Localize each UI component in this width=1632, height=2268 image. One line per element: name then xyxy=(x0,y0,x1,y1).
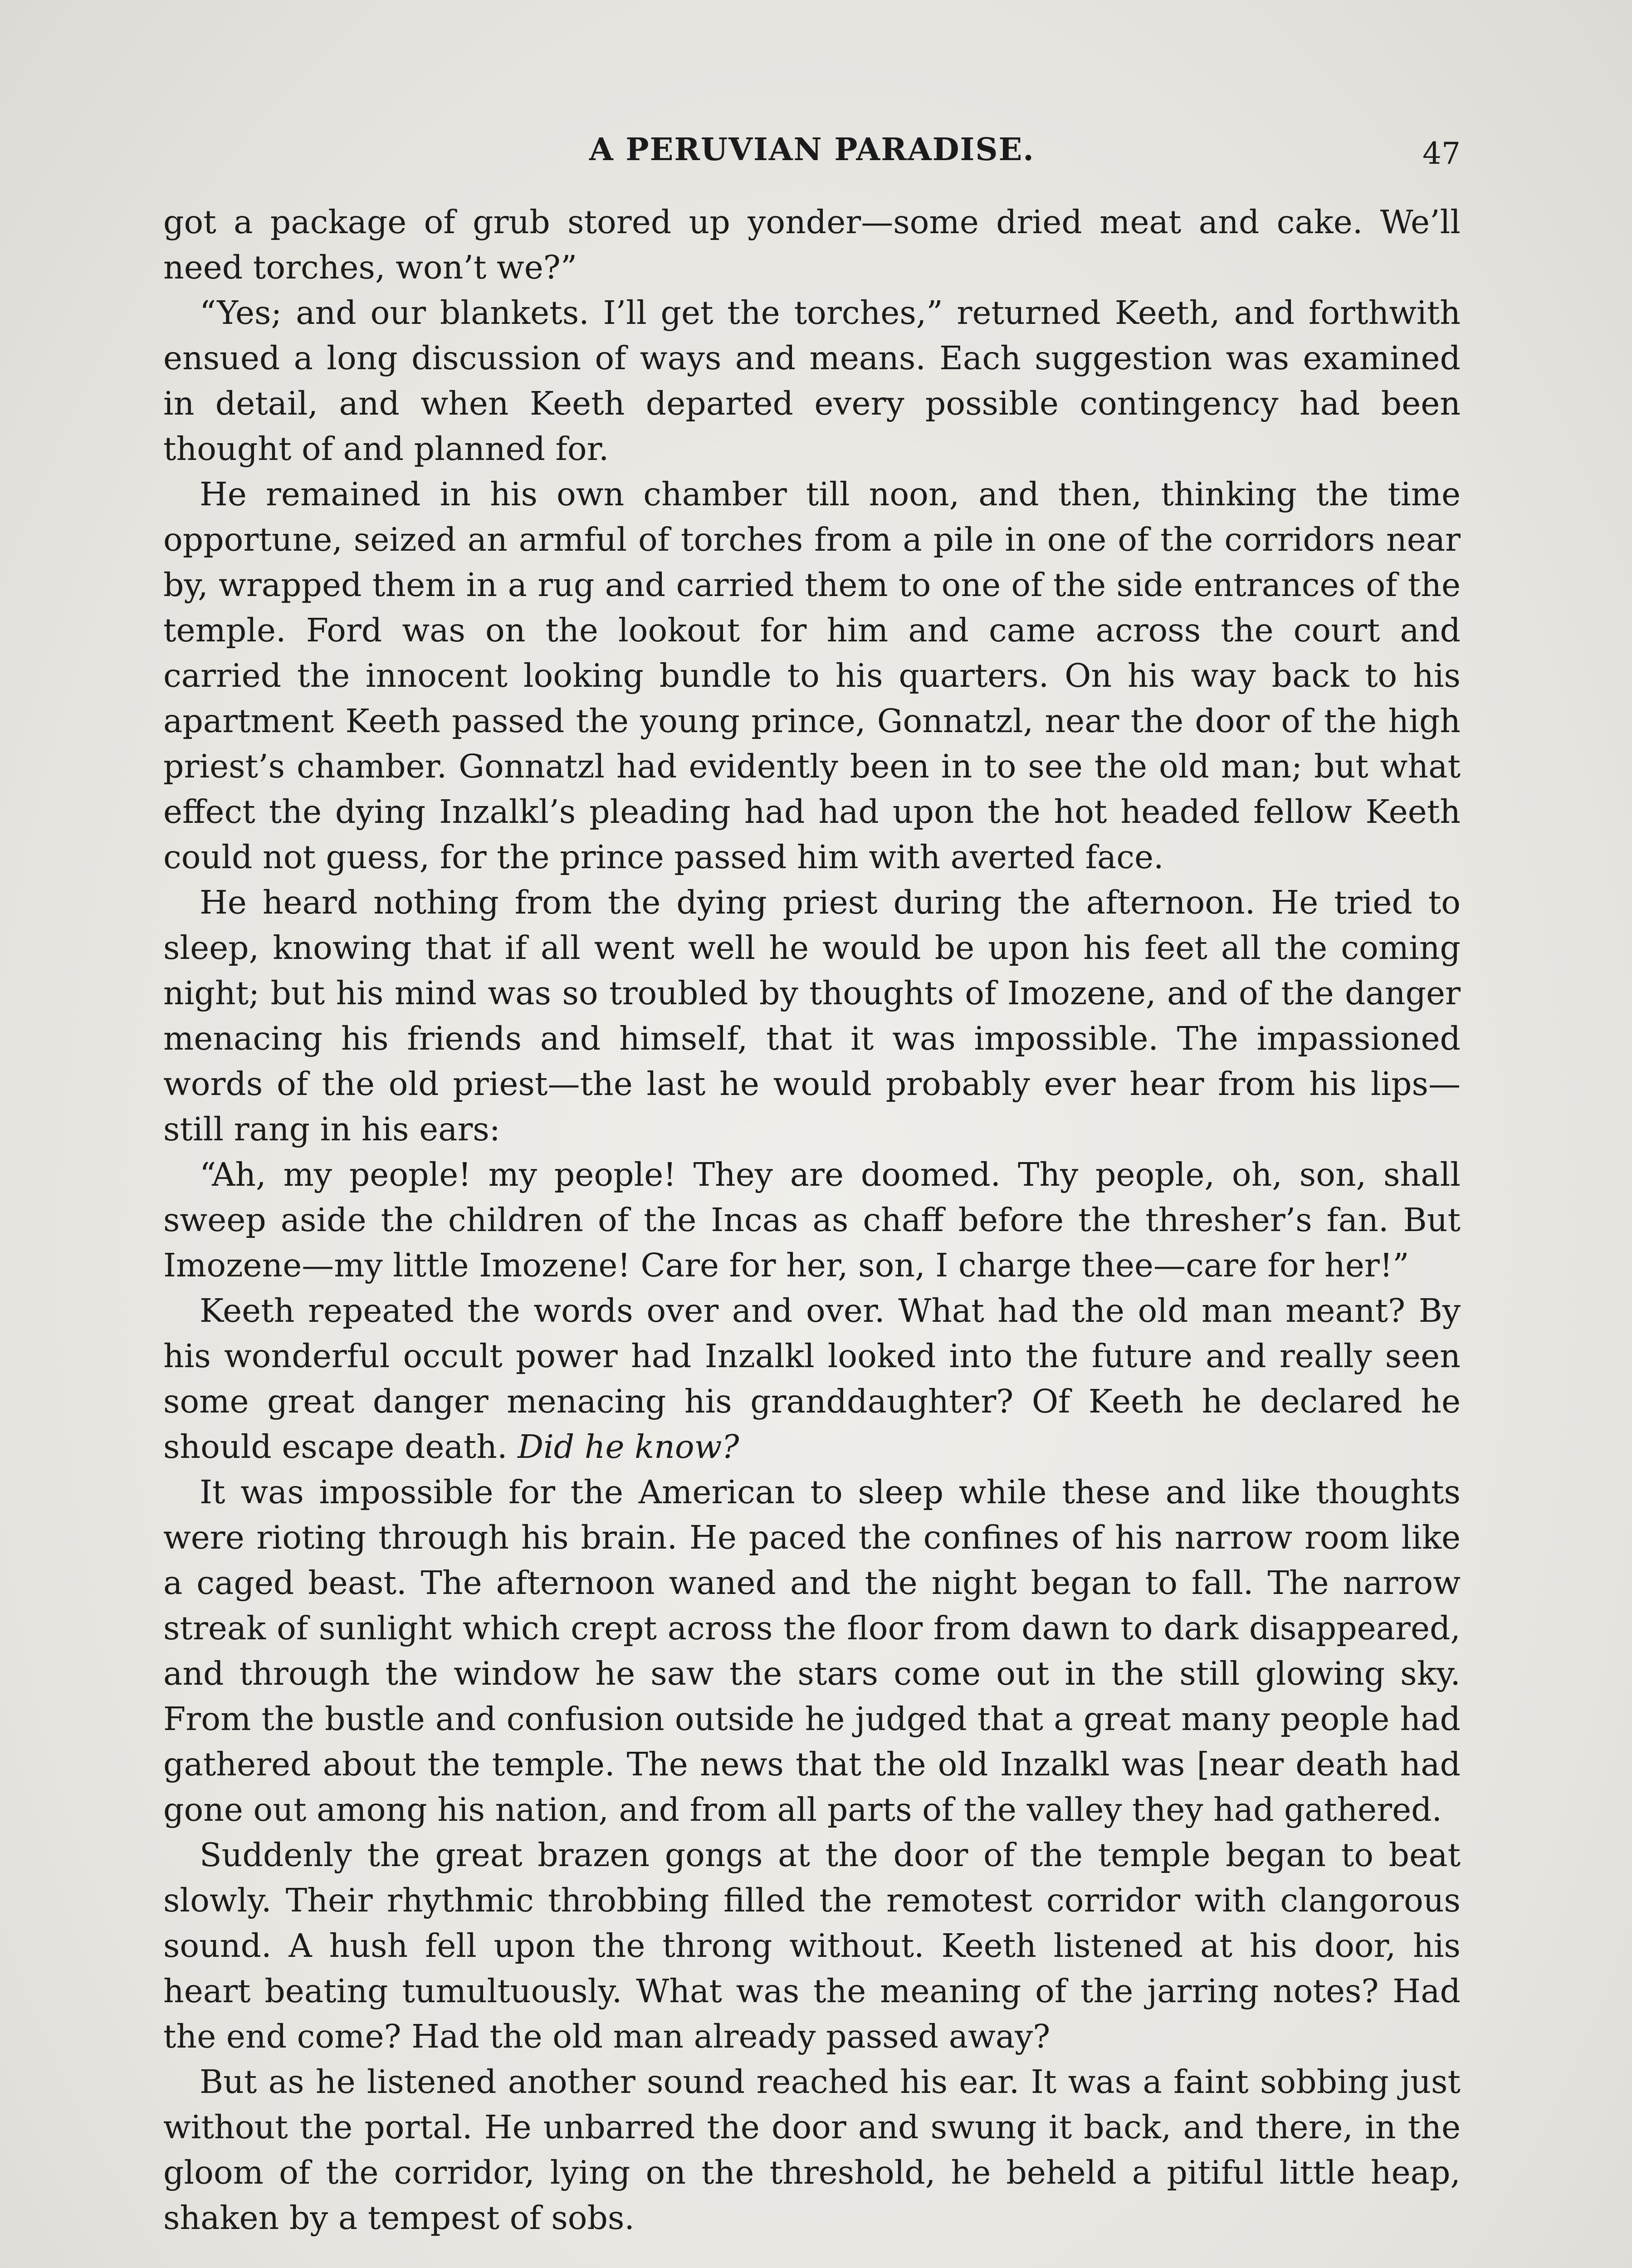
paragraph-5-quote: “Ah, my people! my people! They are doomed. Thy people, oh, son, shall sweep aside the children of the Incas as chaff before the thresher’s fan. But Imozene—my little Imozene! Care for her, son, I charge thee—care for her!” xyxy=(163,1156,1461,1284)
running-head: A PERUVIAN PARADISE. xyxy=(589,132,1035,168)
paragraph-4: He heard nothing from the dying priest during the afternoon. He tried to sleep, knowing that if all went well he would be upon his feet all the coming night; but his mind was so troubled by thoughts of Imozene, and of the danger menacing his friends and himself, that it was impossible. The impassioned words of the old priest—the last he would probably ever hear from his lips—still rang in his ears: xyxy=(163,884,1461,1148)
paragraph-6-text: Keeth repeated the words over and over. What had the old man meant? By his wonderful occult power had Inzalkl looked into the future and really seen some great danger menacing his granddaughter? Of Keeth he declared he should escape death. xyxy=(163,1292,1461,1466)
paragraph-6 xyxy=(163,1288,1461,1470)
page-header xyxy=(163,132,1461,186)
paragraph-7: It was impossible for the American to sleep while these and like thoughts were rioting through his brain. He paced the confines of his narrow room like a caged beast. The afternoon waned and the night began to fall. The narrow streak of sunlight which crept across the floor from dawn to dark disappeared, and through the window he saw the stars come out in the still glowing sky. From the bustle and confusion outside he judged that a great many people had gathered about the temple. The news that the old Inzalkl was [near death had gone out among his nation, and from all parts of the valley they had gathered. xyxy=(163,1473,1461,1828)
paragraph-9: But as he listened another sound reached his ear. It was a faint sobbing just without the portal. He unbarred the door and swung it back, and there, in the gloom of the corridor, lying on the threshold, he beheld a pitiful little heap, shaken by a tempest of sobs. xyxy=(163,2063,1461,2237)
paragraph-8: Suddenly the great brazen gongs at the door of the temple began to beat slowly. Their rhythmic throbbing filled the remotest corridor with clangorous sound. A hush fell upon the throng without. Keeth listened at his door, his heart beating tumultuously. What was the meaning of the jarring notes? Had the end come? Had the old man already passed away? xyxy=(163,1836,1461,2055)
page-number: 47 xyxy=(1422,136,1461,171)
paragraph-2: “Yes; and our blankets. I’ll get the torches,” returned Keeth, and forthwith ensued a long discussion of ways and means. Each suggestion was examined in detail, and when Keeth departed every possible contingency had been thought of and planned for. xyxy=(163,294,1461,468)
body-text xyxy=(163,200,1461,2241)
paragraph-6-italic: Did he know? xyxy=(518,1428,739,1466)
paragraph-3: He remained in his own chamber till noon, and then, thinking the time opportune, seized an armful of torches from a pile in one of the corridors near by, wrapped them in a rug and carried them to one of the side entrances of the temple. Ford was on the lookout for him and came across the court and carried the innocent looking bundle to his quarters. On his way back to his apartment Keeth passed the young prince, Gonnatzl, near the door of the high priest’s chamber. Gonnatzl had evidently been in to see the old man; but what effect the dying Inzalkl’s pleading had had upon the hot headed fellow Keeth could not guess, for the prince passed him with averted face. xyxy=(163,475,1461,876)
paragraph-1: got a package of grub stored up yonder—some dried meat and cake. We’ll need torches, won’t we?” xyxy=(163,203,1461,286)
